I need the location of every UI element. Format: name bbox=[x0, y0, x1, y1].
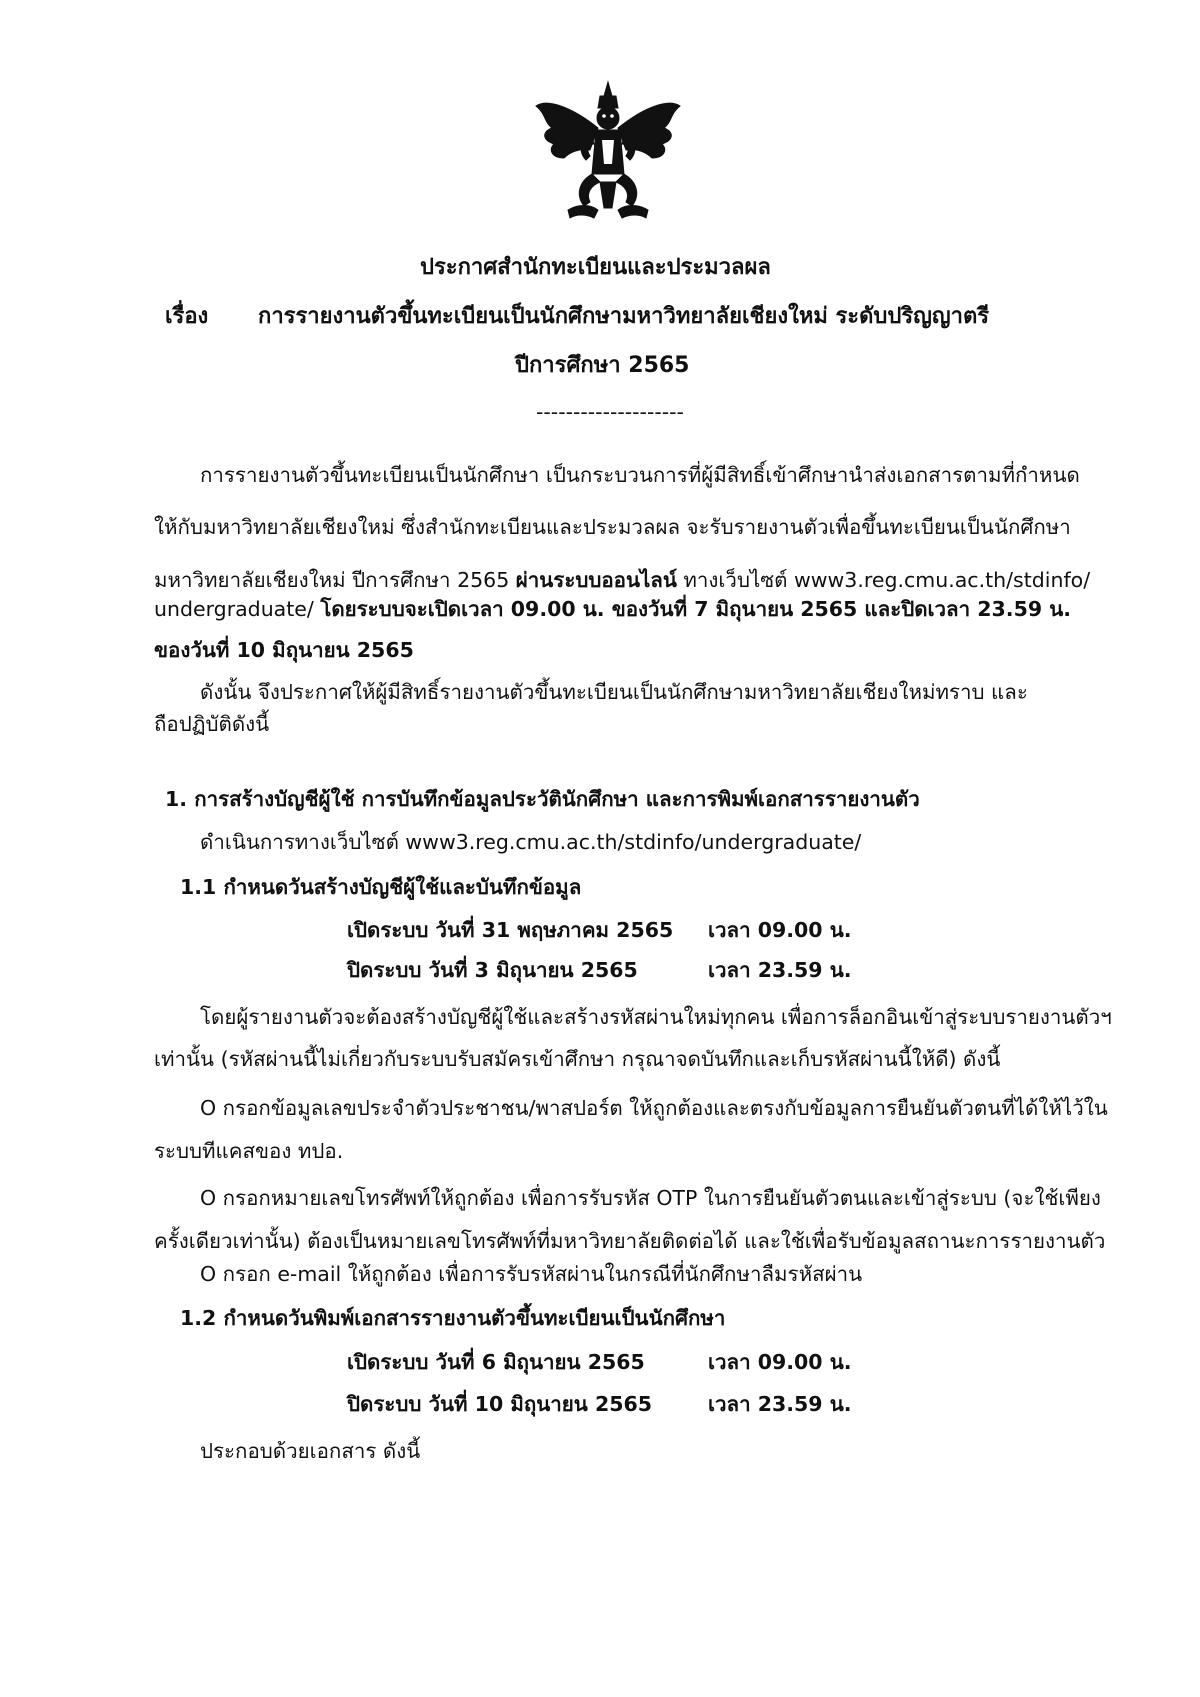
intro-line-4 bbox=[154, 595, 1071, 623]
intro-line-6: ดังนั้น จึงประกาศให้ผู้มีสิทธิ์รายงานตัวขึ้นทะเบียนเป็นนักศึกษามหาวิทยาลัยเชียงใหม่ทราบ และ bbox=[200, 680, 1028, 704]
intro-line-4-schedule: โดยระบบจะเปิดเวลา 09.00 น. ของวันที่ 7 มิถุนายน 2565 และปิดเวลา 23.59 น. bbox=[320, 597, 1072, 621]
announcement-title: ประกาศสำนักทะเบียนและประมวลผล bbox=[420, 255, 771, 280]
section-1-2-heading: 1.2 กำหนดวันพิมพ์เอกสารรายงานตัวขึ้นทะเบียนเป็นนักศึกษา bbox=[180, 1306, 726, 1330]
intro-line-3-a: มหาวิทยาลัยเชียงใหม่ ปีการศึกษา 2565 bbox=[154, 568, 516, 592]
note-line-2: เท่านั้น (รหัสผ่านนี้ไม่เกี่ยวกับระบบรับสมัครเข้าศึกษา กรุณาจดบันทึกและเก็บรหัสผ่านนี้ให้ดี) ดังนี้ bbox=[154, 1047, 1001, 1071]
documents-line: ประกอบด้วยเอกสาร ดังนี้ bbox=[200, 1439, 421, 1463]
section-1-1-close-date: ปิดระบบ วันที่ 3 มิถุนายน 2565 bbox=[347, 958, 638, 982]
academic-year: ปีการศึกษา 2565 bbox=[515, 353, 690, 378]
bullet-2-line-1: O กรอกหมายเลขโทรศัพท์ให้ถูกต้อง เพื่อการรับรหัส OTP ในการยืนยันตัวตนและเข้าสู่ระบบ (จะใช้เพียง bbox=[200, 1186, 1101, 1210]
bullet-2-line-2: ครั้งเดียวเท่านั้น) ต้องเป็นหมายเลขโทรศัพท์ที่มหาวิทยาลัยติดต่อได้ และใช้เพื่อรับข้อมูลสถานะการรายงานตัว bbox=[154, 1229, 1106, 1253]
bullet-1-line-2: ระบบทีแคสของ ทปอ. bbox=[154, 1139, 344, 1163]
intro-line-3-online: ผ่านระบบออนไลน์ bbox=[515, 568, 677, 592]
section-1-1-close-time: เวลา 23.59 น. bbox=[708, 958, 852, 982]
note-line-1: โดยผู้รายงานตัวจะต้องสร้างบัญชีผู้ใช้และสร้างรหัสผ่านใหม่ทุกคน เพื่อการล็อกอินเข้าสู่ระบบรายงานตัวฯ bbox=[200, 1005, 1112, 1029]
intro-line-7: ถือปฏิบัติดังนี้ bbox=[154, 712, 270, 736]
intro-line-4-a: undergraduate/ bbox=[154, 597, 321, 621]
subject-label: เรื่อง bbox=[165, 304, 209, 329]
subject-text: การรายงานตัวขึ้นทะเบียนเป็นนักศึกษามหาวิทยาลัยเชียงใหม่ ระดับปริญญาตรี bbox=[258, 304, 990, 329]
section-1-1-open-date: เปิดระบบ วันที่ 31 พฤษภาคม 2565 bbox=[347, 918, 674, 942]
intro-line-1: การรายงานตัวขึ้นทะเบียนเป็นนักศึกษา เป็นกระบวนการที่ผู้มีสิทธิ์เข้าศึกษานำส่งเอกสารตามที่กำหนด bbox=[200, 463, 1080, 487]
intro-line-2: ให้กับมหาวิทยาลัยเชียงใหม่ ซึ่งสำนักทะเบียนและประมวลผล จะรับรายงานตัวเพื่อขึ้นทะเบียนเป็นนักศึกษา bbox=[154, 515, 1071, 539]
section-1-2-close-time: เวลา 23.59 น. bbox=[708, 1392, 852, 1416]
section-1-1-heading: 1.1 กำหนดวันสร้างบัญชีผู้ใช้และบันทึกข้อมูล bbox=[180, 875, 582, 899]
section-1-2-close-date: ปิดระบบ วันที่ 10 มิถุนายน 2565 bbox=[347, 1392, 653, 1416]
section-1-website: ดำเนินการทางเว็บไซต์ www3.reg.cmu.ac.th/stdinfo/undergraduate/ bbox=[200, 830, 862, 854]
intro-line-3 bbox=[154, 566, 1090, 594]
section-1-2-open-time: เวลา 09.00 น. bbox=[708, 1350, 852, 1374]
bullet-3: O กรอก e-mail ให้ถูกต้อง เพื่อการรับรหัสผ่านในกรณีที่นักศึกษาลืมรหัสผ่าน bbox=[200, 1262, 863, 1286]
section-1-1-open-time: เวลา 09.00 น. bbox=[708, 918, 852, 942]
intro-line-3-c: ทางเว็บไซต์ www3.reg.cmu.ac.th/stdinfo/ bbox=[676, 568, 1091, 592]
garuda-emblem-icon bbox=[528, 78, 688, 228]
bullet-1-line-1: O กรอกข้อมูลเลขประจำตัวประชาชน/พาสปอร์ต ให้ถูกต้องและตรงกับข้อมูลการยืนยันตัวตนที่ได้ให้ไว้ใน bbox=[200, 1096, 1108, 1120]
header-divider: -------------------- bbox=[536, 400, 684, 424]
intro-line-5: ของวันที่ 10 มิถุนายน 2565 bbox=[154, 638, 414, 662]
section-1-heading: 1. การสร้างบัญชีผู้ใช้ การบันทึกข้อมูลประวัตินักศึกษา และการพิมพ์เอกสารรายงานตัว bbox=[165, 787, 920, 811]
section-1-2-open-date: เปิดระบบ วันที่ 6 มิถุนายน 2565 bbox=[347, 1350, 645, 1374]
